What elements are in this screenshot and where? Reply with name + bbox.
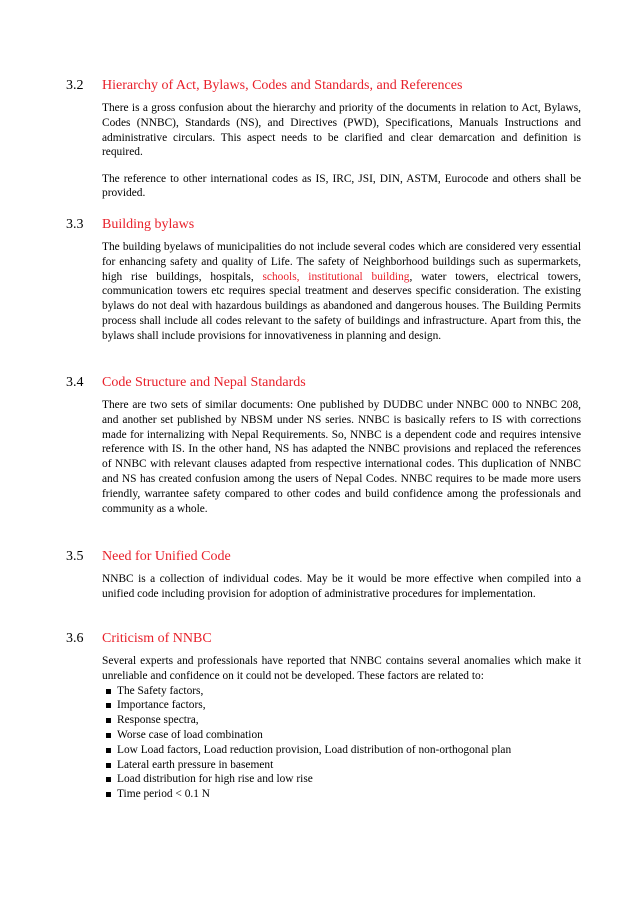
paragraph: The reference to other international codes as IS, IRC, JSI, DIN, ASTM, Eurocode and others shall be provided. bbox=[102, 172, 581, 200]
paragraph: Several experts and professionals have reported that NNBC contains several anomalies which make it unreliable and confidence on it could not be developed. These factors are related to: bbox=[102, 655, 581, 682]
paragraph-text: , water towers, electrical towers, communication towers etc requires special treatment and deserves specific consideration. The existing bylaws do not deal with hazardous buildings as abandoned and dangerous houses. The Building Permits process shall include all codes relevant to the safety of buildings and infrastructure. Apart from this, the bylaws shall include provisions for innovativeness in planning and design. bbox=[102, 270, 581, 342]
list-item: Importance factors, bbox=[102, 698, 581, 713]
section-number: 3.2 bbox=[66, 78, 84, 93]
section-number: 3.4 bbox=[66, 375, 84, 390]
section-title: Building bylaws bbox=[102, 217, 195, 232]
section-number: 3.6 bbox=[66, 631, 84, 646]
section-3-2 bbox=[66, 77, 581, 208]
list-item: Worse case of load combination bbox=[102, 728, 581, 743]
section-title: Need for Unified Code bbox=[102, 549, 231, 564]
section-number: 3.5 bbox=[66, 549, 84, 564]
square-bullet-icon bbox=[106, 777, 111, 782]
section-title: Criticism of NNBC bbox=[102, 631, 212, 646]
section-heading bbox=[66, 216, 581, 233]
paragraph-text: The building byelaws of municipalities do not include several codes which are considered very essential for enhancing safety and quality of Life. The safety of Neighborhood buildings such as supermarkets, high rise buildings, hospitals, bbox=[102, 241, 581, 283]
paragraph: There are two sets of similar documents: One published by DUDBC under NNBC 000 to NNBC 208, and another set published by NBSM under NS series. NNBC is basically refers to IS with corrections made for internalizing with Nepal Requirements. So, NNBC is a dependent code and requires intensive reference with IS. In the other hand, NS has adapted the NNBC provisions and replaced the references of NNBC with relevant clauses adapted from respective international codes. This duplication of NNBC and NS has created confusion among the users of Nepal Codes. NNBC requires to be made more users friendly, warrantee safety compared to other codes and build confidence among the professionals and community as a whole. bbox=[102, 399, 581, 515]
square-bullet-icon bbox=[106, 703, 111, 708]
list-item: Response spectra, bbox=[102, 713, 581, 728]
paragraph: There is a gross confusion about the hierarchy and priority of the documents in relation to Act, Bylaws, Codes (NNBC), Standards (NS), and Directives (PWD), Specifications, Manuals Instructions and administrative circulars. This aspect needs to be clarified and clear demarcation and definition is required. bbox=[102, 102, 581, 159]
section-heading bbox=[66, 374, 581, 391]
section-3-6 bbox=[66, 630, 581, 802]
section-heading bbox=[66, 548, 581, 565]
square-bullet-icon bbox=[106, 689, 111, 694]
square-bullet-icon bbox=[106, 763, 111, 768]
criticism-factor-list bbox=[102, 684, 581, 802]
section-heading bbox=[66, 77, 581, 94]
paragraph: NNBC is a collection of individual codes. May be it would be more effective when compiled into a unified code including provision for adoption of administrative procedures for implementation. bbox=[102, 573, 581, 600]
section-3-5 bbox=[66, 548, 581, 609]
section-3-3 bbox=[66, 216, 581, 351]
section-heading bbox=[66, 630, 581, 647]
section-title: Code Structure and Nepal Standards bbox=[102, 375, 306, 390]
square-bullet-icon bbox=[106, 718, 111, 723]
square-bullet-icon bbox=[106, 792, 111, 797]
list-item: Load distribution for high rise and low rise bbox=[102, 772, 581, 787]
highlighted-text: schools, institutional building bbox=[262, 270, 410, 283]
section-3-4 bbox=[66, 374, 581, 523]
list-item: Low Load factors, Load reduction provision, Load distribution of non-orthogonal plan bbox=[102, 743, 581, 758]
paragraph bbox=[102, 240, 581, 344]
section-number: 3.3 bbox=[66, 217, 84, 232]
list-item: The Safety factors, bbox=[102, 684, 581, 699]
list-item: Lateral earth pressure in basement bbox=[102, 758, 581, 773]
square-bullet-icon bbox=[106, 733, 111, 738]
section-title: Hierarchy of Act, Bylaws, Codes and Standards, and References bbox=[102, 78, 463, 93]
list-item: Time period < 0.1 N bbox=[102, 787, 581, 802]
square-bullet-icon bbox=[106, 748, 111, 753]
